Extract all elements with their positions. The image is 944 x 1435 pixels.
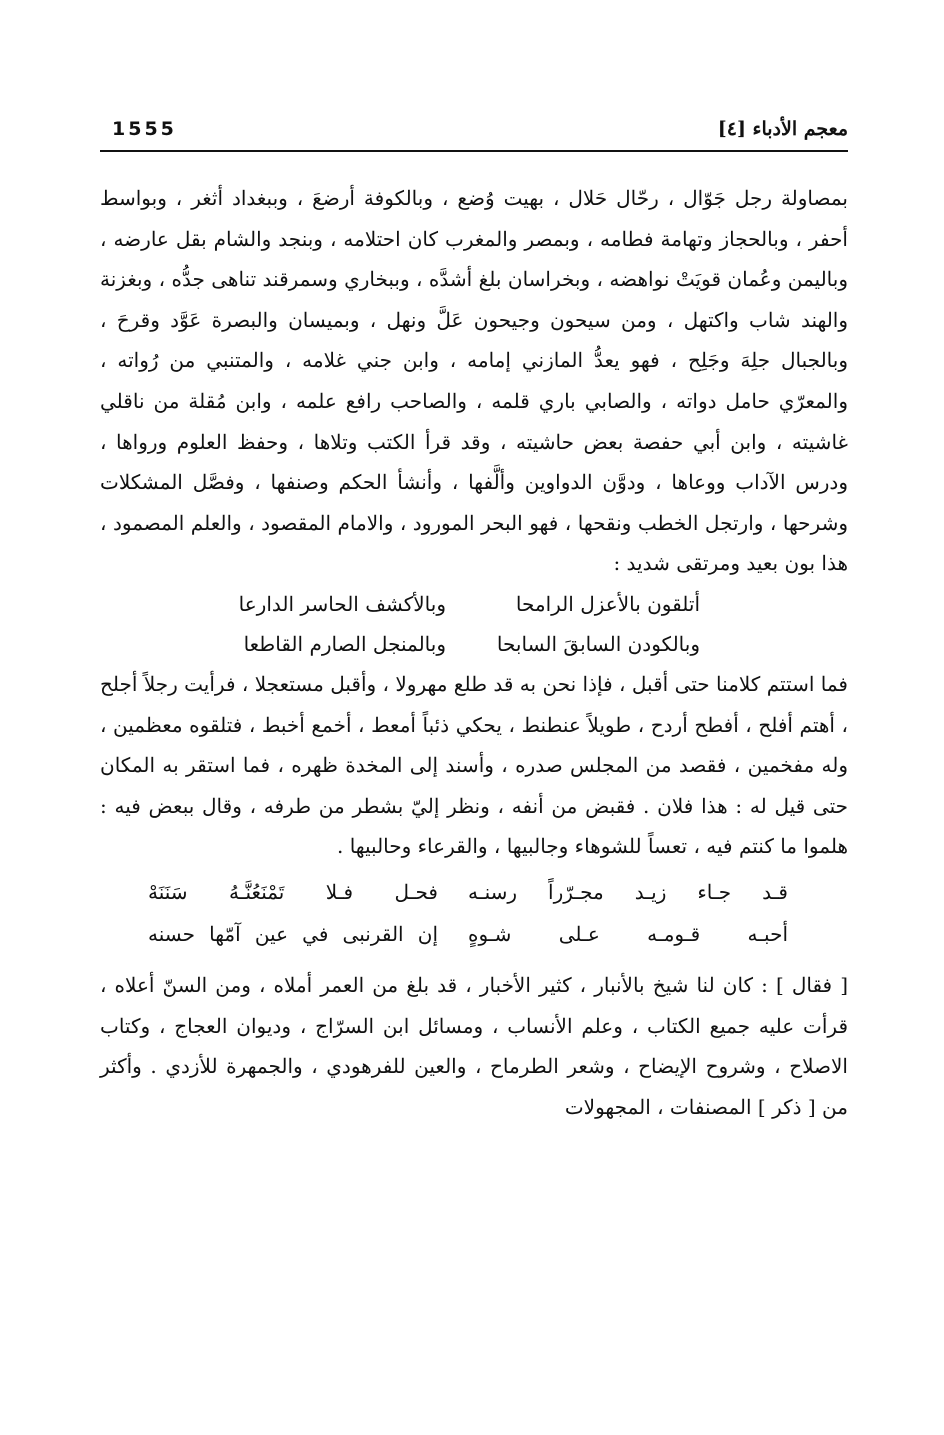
paragraph-2: فما استتم كلامنا حتى أقبل ، فإذا نحن به قد طلع مهرولا ، وأقبل مستعجلا ، فرأيت رجلاً أجلح ، أهتم أفلح ، أفطح أردح ، طويلاً عنطنط ، يحكي ذئباً أمعط ، أخمع أخبط ، فتلقوه معظمين ، وله مفخمين ، فقصد من المجلس صدره ، وأسند إلى المخدة ظهره ، فما استقر به المكان حتى قيل له : هذا فلان . فقبض من أنفه ، ونظر إليّ بشطر من طرفه ، وقال ببعض فيه : هلموا ما كنتم فيه ، تعساً للشوهاء وجالبيها ، والقرعاء وحالبيها . bbox=[100, 671, 848, 859]
paragraph-1: بمصاولة رجل جَوّال ، رحّال حَلال ، بهيت وُضع ، وبالكوفة أرضعَ ، وببغداد أثغر ، وبواسط أحفر ، وبالحجاز وتهامة فطامه ، وبمصر والمغرب كان احتلامه ، وبنجد والشام بقل عارضه ، وباليمن وعُمان قويَتْ نواهضه ، وبخراسان بلغ أشدَّه ، وببخاري وسمرقند تناهى جدُّه ، وبغزنة والهند شاب واكتهل ، ومن سيحون وجيحون عَلَّ ونهل ، وبميسان والبصرة عَوَّد وقرحَ ، وبالجبال جلِهَ وجَلِح ، فهو يعدُّ المازني إمامه ، وابن جني غلامه ، والمتنبي من رُواته ، والمعرّي حامل دواته ، والصابي باري قلمه ، والصاحب رافع علمه ، وابن مُقلة من ناقلي غاشيته ، وابن أبي حفصة بعض حاشيته ، وقد قرأ الكتب وتلاها ، وحفظ العلوم ورواها ، ودرس الآداب ووعاها ، ودوَّن الدواوين وألَّفها ، وأنشأ الحكم وصنفها ، وفصَّل المشكلات وشرحها ، وارتجل الخطب ونقحها ، فهو البحر المورود ، والامام المقصود ، والعلم المصمود ، هذا بون بعيد ومرتقى شديد : bbox=[100, 186, 848, 576]
verse-line bbox=[100, 913, 848, 955]
verse-hemistich-first: قـد جـاء زيـد مجـرّراً رسنـه bbox=[468, 879, 788, 904]
page-header bbox=[100, 112, 848, 152]
verse-block-1 bbox=[100, 584, 848, 664]
verse-hemistich-first: وبالكودن السابقَ السابحا bbox=[496, 631, 700, 656]
header-rule bbox=[100, 150, 848, 152]
verse-hemistich-second: فحـل فـلا تَمْنَعُنَّـهُ سَنَنَهْ bbox=[148, 879, 438, 904]
running-title: معجم الأدباء [٤] bbox=[717, 118, 848, 140]
verse-hemistich-second: إن القرنبى في عين آمّها حسنه bbox=[148, 921, 438, 946]
page-number: 1555 bbox=[112, 118, 177, 140]
verse-hemistich-first: أحبـه قـومـه عـلى شـوهٍ bbox=[468, 921, 788, 946]
verse-block-2 bbox=[100, 871, 848, 955]
verse-hemistich-second: وبالمنجل الصارم القاطعا bbox=[243, 631, 446, 656]
paragraph-3: [ فقال ] : كان لنا شيخ بالأنبار ، كثير الأخبار ، قد بلغ من العمر أملاه ، ومن السنّ أعلاه ، قرأت عليه جميع الكتاب ، وعلم الأنساب ، ومسائل ابن السرّاج ، وديوان العجاج ، وكتاب الاصلاح ، وشروح الإيضاح ، وشعر الطرماح ، والعين للفرهودي ، والجمهرة للأزدي . وأكثر من [ ذكر ] المصنفات ، المجهولات bbox=[100, 972, 848, 1119]
verse-hemistich-second: وبالأكشف الحاسر الدارعا bbox=[238, 591, 446, 616]
verse-line bbox=[100, 624, 848, 664]
verse-hemistich-first: أتلقون بالأعزل الرامحا bbox=[515, 591, 700, 616]
verse-line bbox=[100, 871, 848, 913]
verse-line bbox=[100, 584, 848, 624]
page-body bbox=[100, 178, 848, 1127]
